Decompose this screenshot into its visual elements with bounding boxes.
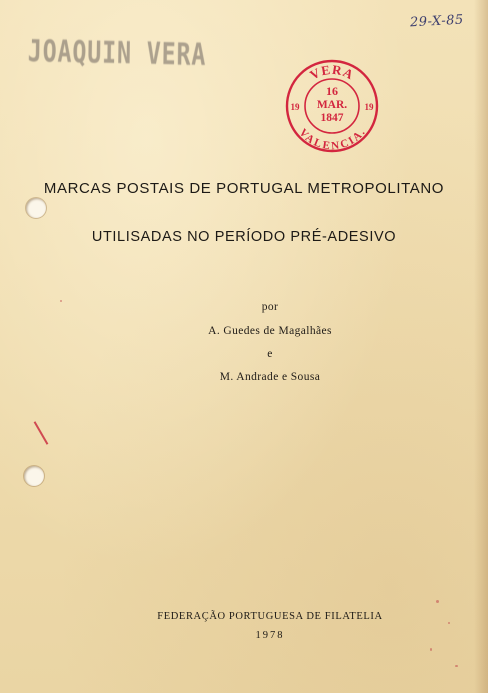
red-ink-mark: [34, 421, 49, 445]
speckle-mark: [430, 648, 432, 651]
postmark-stamp: [284, 58, 380, 154]
postmark-right-number: 19: [364, 102, 374, 112]
page-edge-shadow: [474, 0, 488, 693]
publisher-name: FEDERAÇÃO PORTUGUESA DE FILATELIA: [157, 611, 383, 622]
title-line-1: MARCAS POSTAIS DE PORTUGAL METROPOLITANO: [43, 180, 445, 197]
punch-hole-top: [26, 198, 46, 218]
postmark-year: 1847: [320, 112, 344, 124]
postmark-month: MAR.: [316, 99, 348, 111]
postmark-day: 16: [326, 84, 338, 98]
postmark-top-text: VERA: [307, 61, 357, 83]
speckle-mark: [436, 600, 439, 603]
title-line-2: UTILISADAS NO PERÍODO PRÉ-ADESIVO: [91, 229, 397, 245]
speckle-mark: [455, 665, 458, 667]
postmark-bottom-text: VALENCIA.: [296, 126, 368, 153]
handwritten-date: 29-X-85: [409, 12, 465, 31]
author-2: M. Andrade e Sousa: [219, 371, 321, 383]
speckle-mark: [448, 622, 450, 624]
speckle-mark: [60, 300, 62, 302]
publication-year: 1978: [255, 630, 285, 641]
byline-conjunction: e: [267, 348, 273, 360]
punch-hole-bottom: [24, 466, 44, 486]
postmark-left-number: 19: [290, 102, 300, 112]
byline-por: por: [261, 301, 279, 313]
author-1: A. Guedes de Magalhães: [208, 325, 332, 337]
owner-name-stamp: JOAQUIN VERA: [27, 34, 207, 73]
